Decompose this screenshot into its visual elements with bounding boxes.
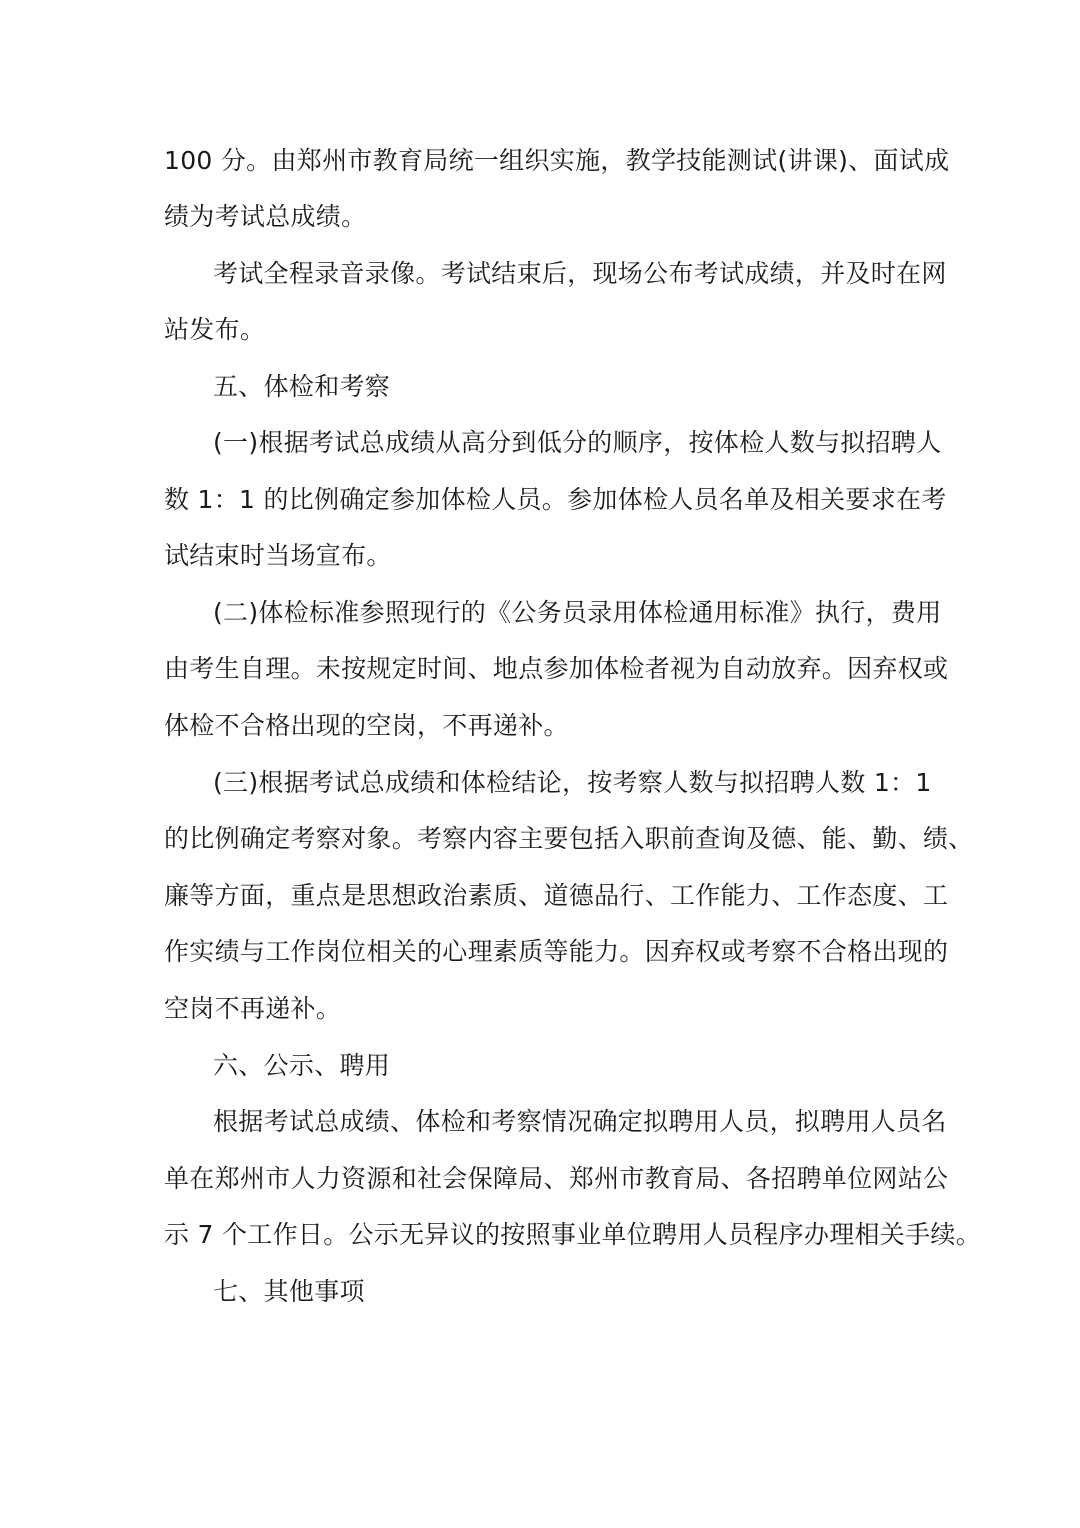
paragraph-line: 考试全程录音录像。考试结束后，现场公布考试成绩，并及时在网 — [213, 259, 947, 288]
paragraph-line: 空岗不再递补。 — [164, 994, 342, 1023]
section-heading: 六、公示、聘用 — [213, 1051, 391, 1080]
paragraph-line: 廉等方面，重点是思想政治素质、道德品行、工作能力、工作态度、工 — [164, 881, 949, 910]
section-heading: 五、体检和考察 — [213, 372, 391, 401]
paragraph-line: (三)根据考试总成绩和体检结论，按考察人数与拟招聘人数 1：1 — [213, 768, 932, 797]
paragraph-line: 100 分。由郑州市教育局统一组织实施，教学技能测试(讲课)、面试成 — [164, 146, 950, 175]
paragraph-line: 示 7 个工作日。公示无异议的按照事业单位聘用人员程序办理相关手续。 — [164, 1220, 982, 1249]
paragraph-line: 作实绩与工作岗位相关的心理素质等能力。因弃权或考察不合格出现的 — [164, 937, 949, 966]
paragraph-line: 体检不合格出现的空岗，不再递补。 — [164, 711, 569, 740]
paragraph-line: 数 1：1 的比例确定参加体检人员。参加体检人员名单及相关要求在考 — [164, 485, 947, 514]
paragraph-line: 绩为考试总成绩。 — [164, 202, 367, 231]
paragraph-line: 站发布。 — [164, 315, 266, 344]
paragraph-line: 由考生自理。未按规定时间、地点参加体检者视为自动放弃。因弃权或 — [164, 654, 949, 683]
paragraph-line: 的比例确定考察对象。考察内容主要包括入职前查询及德、能、勤、绩、 — [164, 824, 974, 853]
paragraph-line: (二)体检标准参照现行的《公务员录用体检通用标准》执行，费用 — [213, 598, 942, 627]
paragraph-line: 试结束时当场宣布。 — [164, 541, 392, 570]
paragraph-line: 根据考试总成绩、体检和考察情况确定拟聘用人员，拟聘用人员名 — [213, 1107, 947, 1136]
paragraph-line: (一)根据考试总成绩从高分到低分的顺序，按体检人数与拟招聘人 — [213, 428, 942, 457]
paragraph-line: 单在郑州市人力资源和社会保障局、郑州市教育局、各招聘单位网站公 — [164, 1164, 949, 1193]
section-heading: 七、其他事项 — [213, 1277, 365, 1306]
